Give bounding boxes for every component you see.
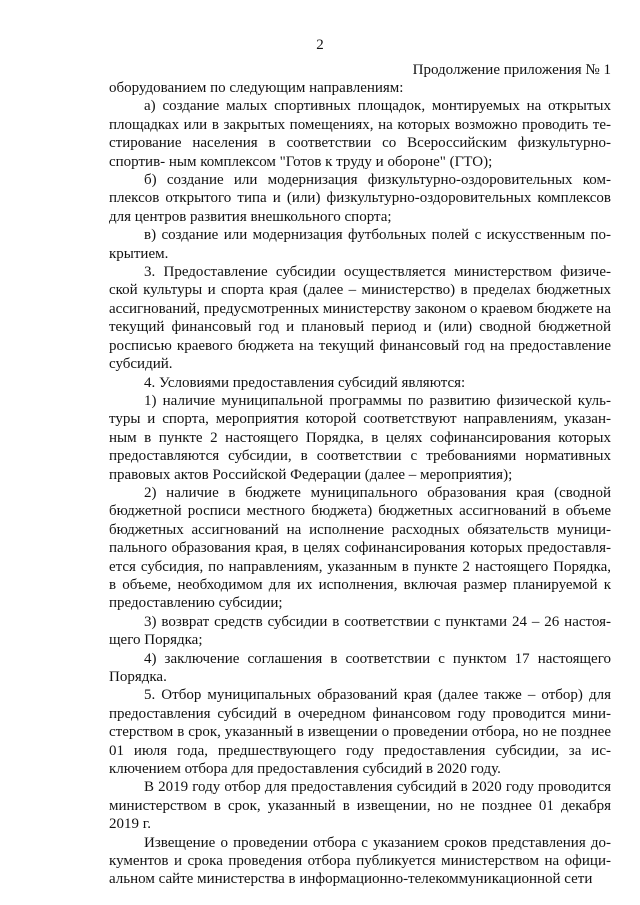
paragraph-clause-5: 5. Отбор муниципальных образований края (далее также – отбор) для предоставления субсидий в очередном финансовом году проводится министерством в срок, указанный в извещении о проведении отбора, но не позднее 01 июля года, предшествующего году предоставления субсидии, за исключением отбора для предоставления субсидий в 2020 году. xyxy=(109,687,611,778)
paragraph-intro: оборудованием по следующим направлениям: xyxy=(109,80,404,96)
paragraph-condition-3: 3) возврат средств субсидии в соответствии с пунктами 24 – 26 настоящего Порядка; xyxy=(109,613,611,649)
paragraph-clause-3: 3. Предоставление субсидии осуществляется министерством физической культуры и спорта края (далее – министерство) в пределах бюджетных ассигнований, предусмотренных министерству законом о краевом бюджете на текущий финансовый год и плановый период и (или) сводной бюджетной росписью краевого бюджета на текущий финансовый год на предоставление субсидий. xyxy=(109,264,611,373)
paragraph-item-b: б) создание или модернизация физкультурно-оздоровительных комплексов открытого типа и (или) физкультурно-оздоровительных комплексов для центров развития внешкольного спорта; xyxy=(109,172,611,225)
paragraph-condition-4: 4) заключение соглашения в соответствии с пунктом 17 настоящего Порядка. xyxy=(109,650,611,685)
appendix-continuation-label: Продолжение приложения № 1 xyxy=(412,62,611,78)
page-number: 2 xyxy=(316,37,324,53)
paragraph-2019-selection: В 2019 году отбор для предоставления субсидий в 2020 году проводится министерством в срок, указанный в извещении, но не позднее 01 декабря 2019 г. xyxy=(109,779,611,833)
document-body xyxy=(109,79,611,889)
paragraph-notice: Извещение о проведении отбора с указанием сроков представления документов и срока проведения отбора публикуется министерством на официальном сайте министерства в информационно-телекоммуникационной сети xyxy=(109,834,611,888)
paragraph-item-v: в) создание или модернизация футбольных полей с искусственным покрытием. xyxy=(109,227,611,262)
paragraph-condition-2: 2) наличие в бюджете муниципального образования края (сводной бюджетной росписи местного бюджета) бюджетных ассигнований в объеме бюджетных ассигнований на исполнение расходных обязательств муниципального образования края, в целях софинансирования которых предоставляется субсидия, по направлениям, указанным в пункте 2 настоящего Порядка, в объеме, необходимом для их исполнения, включая размер планируемой к предоставлению субсидии; xyxy=(109,484,611,612)
paragraph-item-a: а) создание малых спортивных площадок, монтируемых на открытых площадках или в закрытых помещениях, на которых возможно проводить тестирование населения в соответствии со Всероссийским физкультурно-спортив- ным комплексом "Готов к труду и обороне" (ГТО); xyxy=(109,98,611,170)
paragraph-clause-4: 4. Условиями предоставления субсидий являются: xyxy=(144,374,466,391)
paragraph-condition-1: 1) наличие муниципальной программы по развитию физической культуры и спорта, мероприятия которой соответствуют направлениям, указанным в пункте 2 настоящего Порядка, в целях софинансирования которых предоставляются субсидии, в соответствии с требованиями нормативных правовых актов Российской Федерации (далее – мероприятия); xyxy=(109,392,611,483)
